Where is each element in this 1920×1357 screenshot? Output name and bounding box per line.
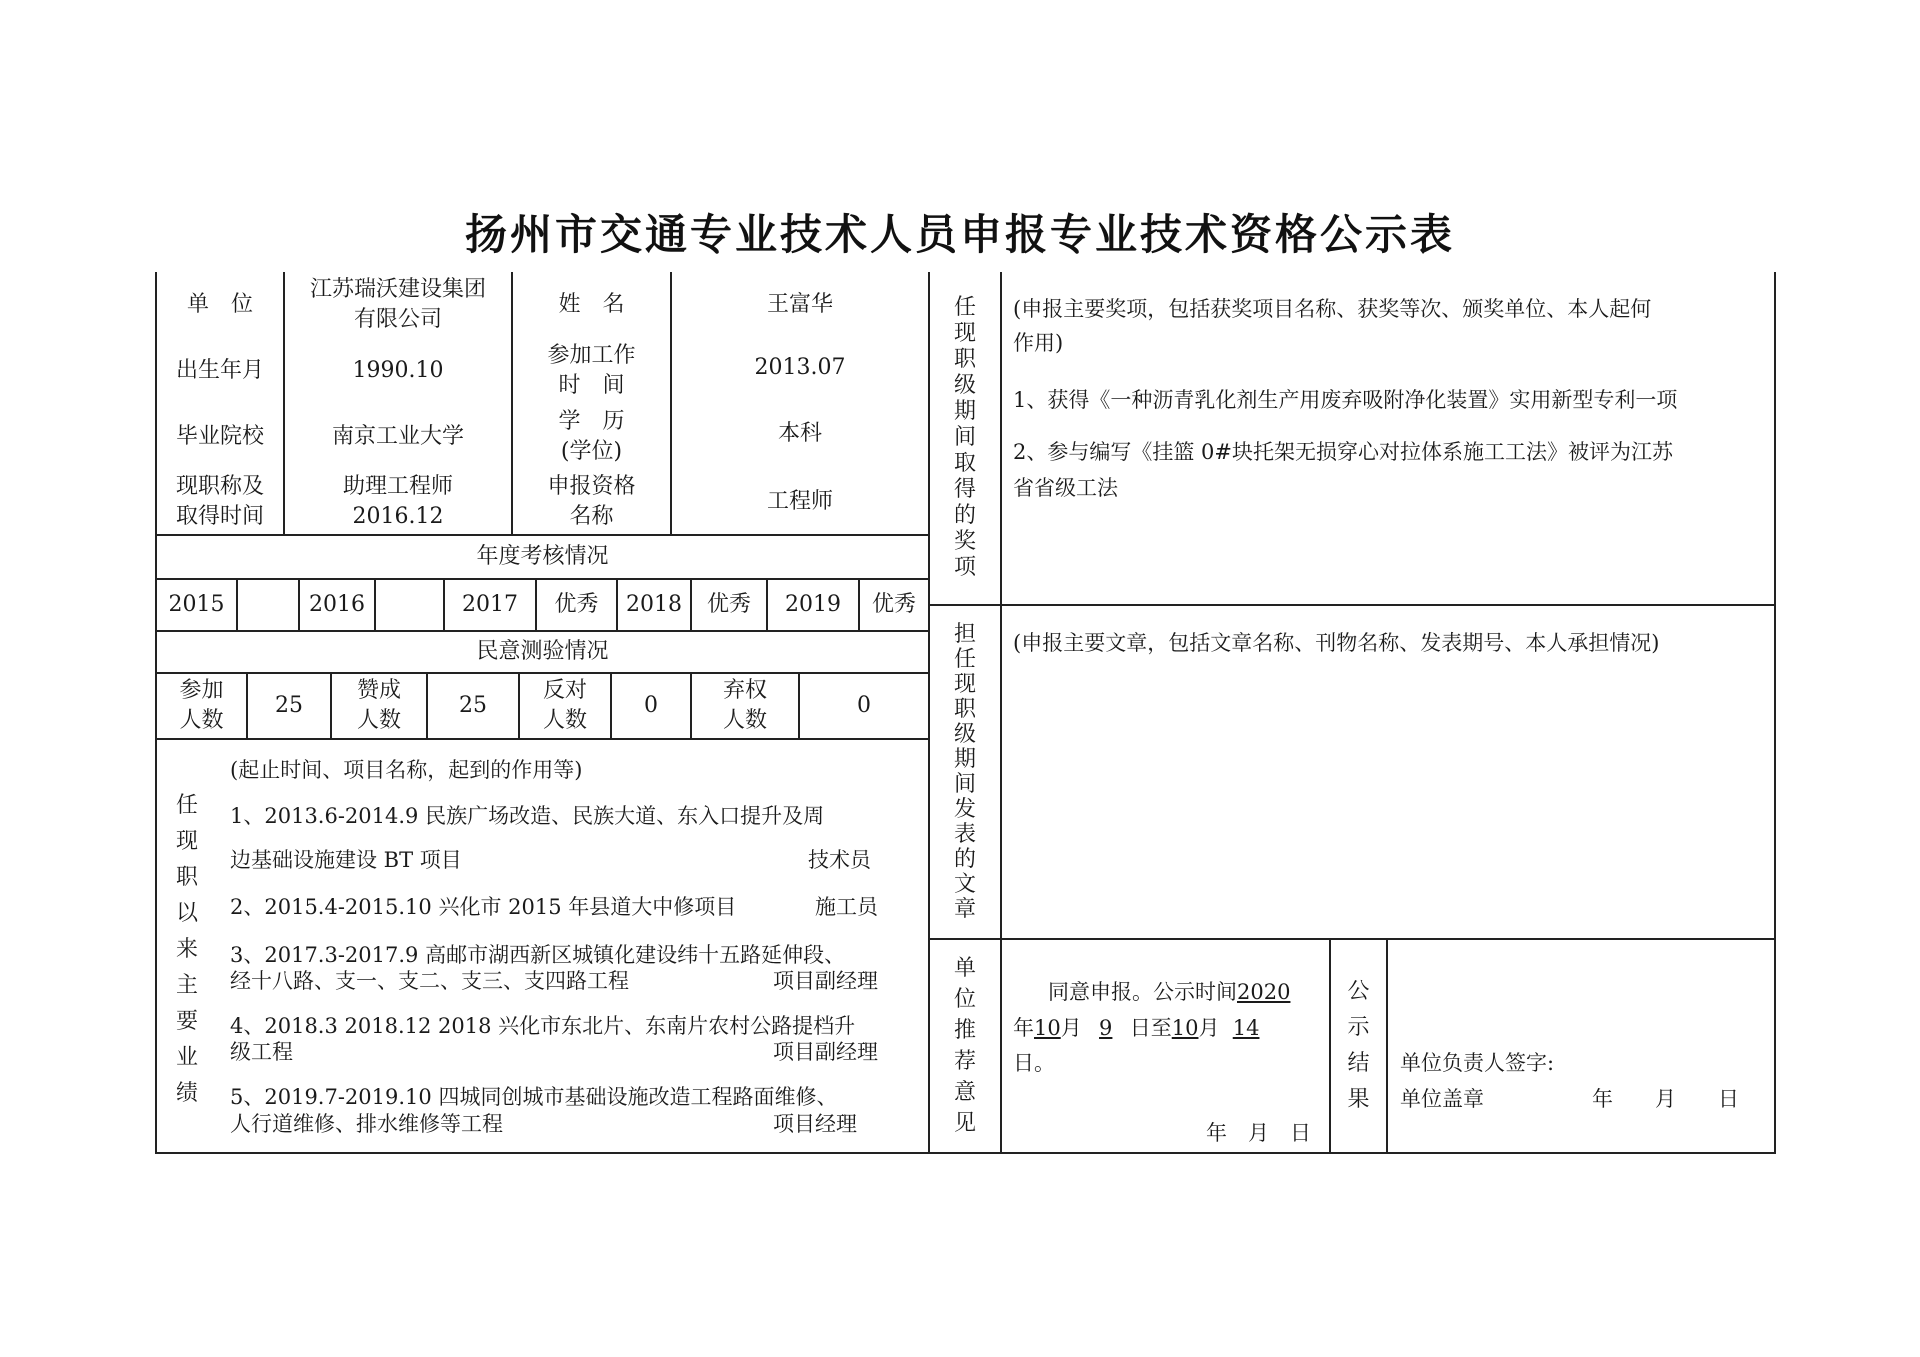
unit-value <box>285 272 511 338</box>
recommend-date-range <box>1013 1013 1259 1043</box>
performance-line: 1、2013.6-2014.9 民族广场改造、民族大道、东入口提升及周 <box>230 804 825 828</box>
performance-line: 边基础设施建设 BT 项目 <box>230 848 462 872</box>
label-char: 以 <box>175 901 198 926</box>
award-item: 1、获得《一种沥青乳化剂生产用废弃吸附净化装置》实用新型专利一项 <box>1013 388 1678 412</box>
performance-line: 级工程 <box>230 1040 293 1064</box>
recommend-day2: 14 <box>1232 1016 1260 1040</box>
label-char: 级 <box>953 722 976 747</box>
label-char: 主 <box>175 973 198 998</box>
recommend-label <box>930 940 1000 1152</box>
label-char: 章 <box>953 897 976 922</box>
annual-result: 优秀 <box>871 592 916 617</box>
label-char: 推 <box>953 1018 976 1043</box>
poll-join-label <box>157 674 246 738</box>
poll-join-value: 25 <box>275 693 303 718</box>
label-char: 担 <box>953 622 976 647</box>
poll-join-label-line2: 人数 <box>179 708 224 733</box>
recommend-month1: 10 <box>1034 1016 1061 1040</box>
label-char: 公 <box>1347 979 1370 1004</box>
poll-abstain-label-line1: 弃权 <box>722 678 767 703</box>
recommend-text <box>1048 977 1290 1007</box>
label-char: 间 <box>953 772 976 797</box>
current-title-value <box>285 470 511 534</box>
recommend-to: 日至 <box>1129 1016 1172 1040</box>
label-char: 职 <box>175 865 198 890</box>
performance-line: 2、2015.4-2015.10 兴化市 2015 年县道大中修项目 <box>230 895 737 919</box>
label-char: 职 <box>953 697 976 722</box>
border <box>1774 272 1776 1154</box>
result-stamp: 单位盖章 <box>1400 1087 1484 1111</box>
awards-label <box>930 272 1000 604</box>
label-char: 结 <box>1347 1051 1370 1076</box>
poll-oppose-label-line2: 人数 <box>542 708 587 733</box>
apply-qualification-label-line1: 申报资格 <box>547 474 636 499</box>
label-char: 荐 <box>953 1049 976 1074</box>
performance-role: 项目副经理 <box>773 1040 878 1064</box>
apply-qualification-label <box>513 470 670 534</box>
performance-role: 项目经理 <box>773 1112 857 1136</box>
recommend-text-prefix: 同意申报。公示时间 <box>1048 980 1237 1004</box>
annual-result <box>376 580 443 630</box>
recommend-end: 日。 <box>1013 1051 1055 1075</box>
birth-value: 1990.10 <box>352 358 444 383</box>
performance-line: 3、2017.3-2017.9 高邮市湖西新区城镇化建设纬十五路延伸段、 <box>230 943 846 967</box>
education-label-line1: 学 历 <box>558 409 625 434</box>
articles-label <box>930 606 1000 938</box>
school-value: 南京工业大学 <box>331 424 464 449</box>
page-title: 扬州市交通专业技术人员申报专业技术资格公示表 <box>464 210 1455 259</box>
articles-hint: (申报主要文章，包括文章名称、刊物名称、发表期号、本人承担情况) <box>1013 631 1660 655</box>
current-title-value-line2: 2016.12 <box>352 504 444 529</box>
performance-line: 人行道维修、排水维修等工程 <box>230 1112 503 1136</box>
performance-line: 5、2019.7-2019.10 四城同创城市基础设施改造工程路面维修、 <box>230 1085 838 1109</box>
border <box>1000 272 1002 1154</box>
annual-year: 2017 <box>462 592 518 617</box>
result-signer: 单位负责人签字: <box>1400 1051 1555 1075</box>
performance-role: 技术员 <box>808 848 871 872</box>
label-char: 项 <box>953 555 976 580</box>
birth-label: 出生年月 <box>175 358 264 383</box>
label-char: 绩 <box>175 1081 198 1106</box>
label-char: 的 <box>953 503 976 528</box>
annual-year: 2018 <box>626 592 682 617</box>
border <box>928 604 1776 606</box>
poll-agree-label-line1: 赞成 <box>356 678 401 703</box>
recommend-month2: 10 <box>1171 1016 1199 1040</box>
education-label <box>513 404 670 470</box>
recommend-month-suffix2: 月 <box>1198 1016 1220 1040</box>
label-char: 文 <box>953 872 976 897</box>
poll-oppose-value: 0 <box>644 693 658 718</box>
poll-oppose-label <box>520 674 610 738</box>
work-time-label-line1: 参加工作 <box>547 343 636 368</box>
label-char: 任 <box>953 295 976 320</box>
poll-agree-label-line2: 人数 <box>356 708 401 733</box>
label-char: 意 <box>953 1080 976 1105</box>
performance-role: 施工员 <box>815 895 878 919</box>
label-char: 业 <box>175 1045 198 1070</box>
border <box>1386 938 1388 1154</box>
current-title-label-line1: 现职称及 <box>175 474 264 499</box>
label-char: 得 <box>953 477 976 502</box>
poll-join-label-line1: 参加 <box>179 678 224 703</box>
current-title-value-line1: 助理工程师 <box>342 474 453 499</box>
work-time-label-line2: 时 间 <box>558 373 625 398</box>
label-char: 来 <box>175 937 198 962</box>
result-label <box>1331 940 1386 1152</box>
label-char: 现 <box>953 321 976 346</box>
work-time-label <box>513 338 670 404</box>
label-char: 果 <box>1347 1087 1370 1112</box>
label-char: 期 <box>953 399 976 424</box>
performance-line: 经十八路、支一、支二、支三、支四路工程 <box>230 969 629 993</box>
recommend-date: 年 月 日 <box>1206 1121 1311 1145</box>
apply-qualification-value: 工程师 <box>766 489 833 514</box>
recommend-year-suffix: 年 <box>1013 1016 1034 1040</box>
award-item: 省省级工法 <box>1013 476 1118 500</box>
annual-result: 优秀 <box>554 592 599 617</box>
education-value: 本科 <box>777 421 822 446</box>
performance-role: 项目副经理 <box>773 969 878 993</box>
recommend-year: 2020 <box>1237 980 1291 1004</box>
recommend-day1: 9 <box>1099 1016 1113 1040</box>
label-char: 现 <box>953 672 976 697</box>
poll-abstain-label-line2: 人数 <box>722 708 767 733</box>
label-char: 示 <box>1347 1015 1370 1040</box>
label-char: 发 <box>953 797 976 822</box>
border <box>155 738 930 740</box>
performance-line: 4、2018.3 2018.12 2018 兴化市东北片、东南片农村公路提档升 <box>230 1014 856 1038</box>
awards-hint: (申报主要奖项，包括获奖项目名称、获奖等次、颁奖单位、本人起何 <box>1013 297 1652 321</box>
award-item: 2、参与编写《挂篮 0#块托架无损穿心对拉体系施工工法》被评为江苏 <box>1013 440 1673 464</box>
performance-label <box>157 740 217 1152</box>
poll-abstain-label <box>692 674 798 738</box>
performance-hint: (起止时间、项目名称，起到的作用等) <box>230 758 583 782</box>
current-title-label <box>157 470 283 534</box>
annual-result: 优秀 <box>706 592 751 617</box>
poll-abstain-value: 0 <box>857 693 871 718</box>
label-char: 现 <box>175 829 198 854</box>
label-char: 见 <box>953 1111 976 1136</box>
school-label: 毕业院校 <box>175 424 264 449</box>
unit-value-line2: 有限公司 <box>353 307 442 332</box>
label-char: 的 <box>953 847 976 872</box>
poll-header: 民意测验情况 <box>476 639 609 664</box>
awards-hint: 作用) <box>1013 331 1064 355</box>
unit-label: 单 位 <box>186 292 253 317</box>
poll-agree-value: 25 <box>459 693 487 718</box>
annual-review-header: 年度考核情况 <box>476 544 609 569</box>
label-char: 任 <box>953 647 976 672</box>
current-title-label-line2: 取得时间 <box>175 504 264 529</box>
label-char: 位 <box>953 987 976 1012</box>
annual-result <box>238 580 298 630</box>
recommend-month-suffix1: 月 <box>1060 1016 1082 1040</box>
poll-oppose-label-line1: 反对 <box>542 678 587 703</box>
label-char: 单 <box>953 956 976 981</box>
label-char: 职 <box>953 347 976 372</box>
label-char: 任 <box>175 793 198 818</box>
poll-agree-label <box>332 674 426 738</box>
label-char: 奖 <box>953 529 976 554</box>
result-date: 年 月 日 <box>1592 1087 1739 1111</box>
label-char: 取 <box>953 451 976 476</box>
label-char: 要 <box>175 1009 198 1034</box>
unit-value-line1: 江苏瑞沃建设集团 <box>309 277 486 302</box>
label-char: 级 <box>953 373 976 398</box>
name-value: 王富华 <box>766 292 833 317</box>
work-time-value: 2013.07 <box>754 355 846 380</box>
label-char: 间 <box>953 425 976 450</box>
name-label: 姓 名 <box>558 292 625 317</box>
label-char: 期 <box>953 747 976 772</box>
label-char: 表 <box>953 822 976 847</box>
apply-qualification-label-line2: 名称 <box>569 504 614 529</box>
border <box>155 1152 1776 1154</box>
annual-year: 2019 <box>785 592 841 617</box>
annual-year: 2016 <box>309 592 365 617</box>
education-label-line2: (学位) <box>560 439 623 464</box>
annual-year: 2015 <box>168 592 225 617</box>
